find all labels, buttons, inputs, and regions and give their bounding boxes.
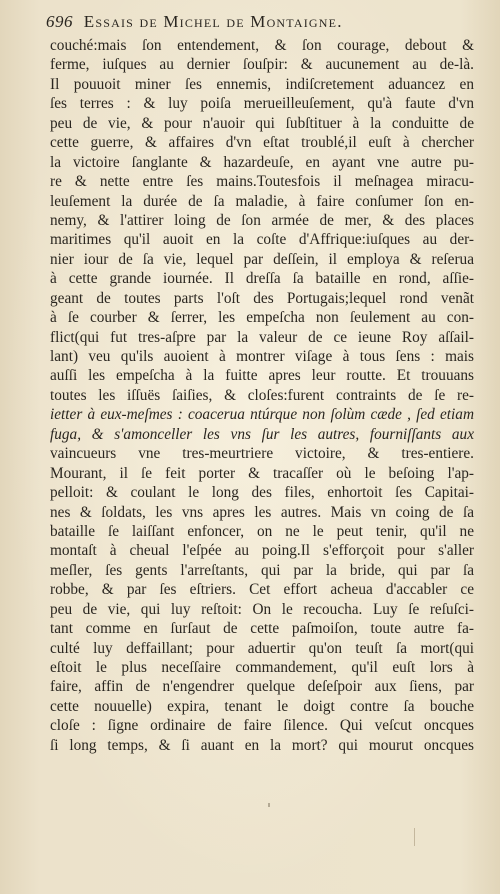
text-line: à cette grande iournée. Il dreſſa ſa bataille en rond, aſſie-: [50, 270, 474, 288]
text-line: tant comme en ſurſaut de cette paſmoiſon, toute autre fa-: [50, 620, 474, 638]
text-line: bataille ſe laiſſant enfoncer, on ne le peut tenir, qu'il ne: [50, 522, 474, 540]
text-line: maritimes qu'il auoit en la coſte d'Affrique:iuſques au der-: [50, 231, 474, 249]
text-line: montaſt à cheual l'eſpée au poing.Il s'efforçoit pour s'aller: [50, 542, 474, 560]
text-line: auſſi les empeſcha à la fuitte apres leur routte. Et trouuans: [50, 367, 474, 385]
text-line: couché:mais ſon entendement, & ſon courage, debout &: [50, 37, 474, 54]
text-line-latin: fuga, & s'amonceller les vns ſur les autres, fourniſſants aux: [50, 425, 474, 443]
text-line: peu de vie, qui luy reſtoit: On le recoucha. Luy ſe reſuſci-: [50, 600, 474, 618]
text-line: leuſement la durée de ſa maladie, à faire conſumer ſon en-: [50, 192, 474, 210]
text-line: nemy, & l'attirer loing de ſon armée de mer, & des places: [50, 211, 474, 229]
text-line: culté luy deffaillant; pour aduertir qu'on teuſt ſa mort(qui: [50, 639, 474, 657]
text-line: peu de vie, & pour n'auoir qui ſubſtituer à la conduitte de: [50, 114, 474, 132]
text-line: re & nette entre ſes mains.Toutesfois il meſnagea miracu-: [50, 173, 474, 191]
text-line: cloſe : ſigne ordinaire de faire ſilence. Qui veſcut oncques: [50, 717, 474, 735]
text-line: ferme, iuſques au dernier ſouſpir: & aucunement au de-là.: [50, 56, 474, 74]
text-line: ſes terres : & luy poiſa merueilleuſement, qu'à faute d'vn: [50, 95, 474, 113]
text-line: à ſe courber & ſerrer, les empeſcha non ſeulement au con-: [50, 309, 474, 327]
text-line: robbe, & par ſes eſtriers. Cet effort acheua d'accabler ce: [50, 581, 474, 599]
body-text: [50, 36, 474, 755]
text-line: meſler, ſes gents l'arreſtants, qui par la bride, qui par ſa: [50, 561, 474, 579]
text-line: cette nouuelle) expira, tenant le doigt contre ſa bouche: [50, 697, 474, 715]
paper-crease: [414, 828, 415, 846]
text-line: ſi long temps, & ſi auant en la mort? qui mourut oncques: [50, 736, 474, 754]
text-line: la victoire ſanglante & hazardeuſe, en ayant vne autre pu-: [50, 153, 474, 171]
text-line: nes & ſoldats, les vns apres les autres. Mais vn coing de ſa: [50, 503, 474, 521]
page-header: [46, 10, 474, 34]
text-line: eſtoit le plus neceſſaire commandement, qu'il euſt lors à: [50, 659, 474, 676]
text-line: faire, affin de n'engendrer quelque deſeſpoir aux ſiens, par: [50, 678, 474, 696]
text-line: lant) veu qu'ils auoient à montrer viſage à tous ſens : mais: [50, 348, 474, 365]
text-line: vaincueurs vne tres-meurtriere victoire, & tres-entiere.: [50, 445, 474, 463]
text-line-latin: ietter à eux-meſmes : coacerua ntúrque non ſolùm cæde , ſed etiam: [50, 406, 474, 424]
text-line: Il pouuoit miner ſes ennemis, indiſcretement aduancez en: [50, 75, 474, 93]
page-number: 696: [46, 12, 73, 31]
text-line: cette guerre, & affaires d'vn eſtat troublé,il euſt à chercher: [50, 134, 474, 152]
text-line: pelloit: & coulant le long des files, enhortoit ſes Capitai-: [50, 484, 474, 502]
ink-mark: [268, 803, 270, 807]
text-line: toutes les iſſuës ſaiſies, & cloſes:furent contraints de ſe re-: [50, 386, 474, 404]
text-line: Mourant, il ſe feit porter & tracaſſer où le beſoing l'ap-: [50, 464, 474, 482]
text-line: nier iour de ſa vie, lequel par deſſein, il employa & reſerua: [50, 250, 474, 268]
text-line: geant de toutes parts l'oſt des Portugais;lequel rond venãt: [50, 289, 474, 307]
running-title: Essais de Michel de Montaigne.: [83, 12, 343, 31]
text-line: flict(qui fut tres-aſpre par la valeur de ce ieune Roy aſſail-: [50, 328, 474, 346]
